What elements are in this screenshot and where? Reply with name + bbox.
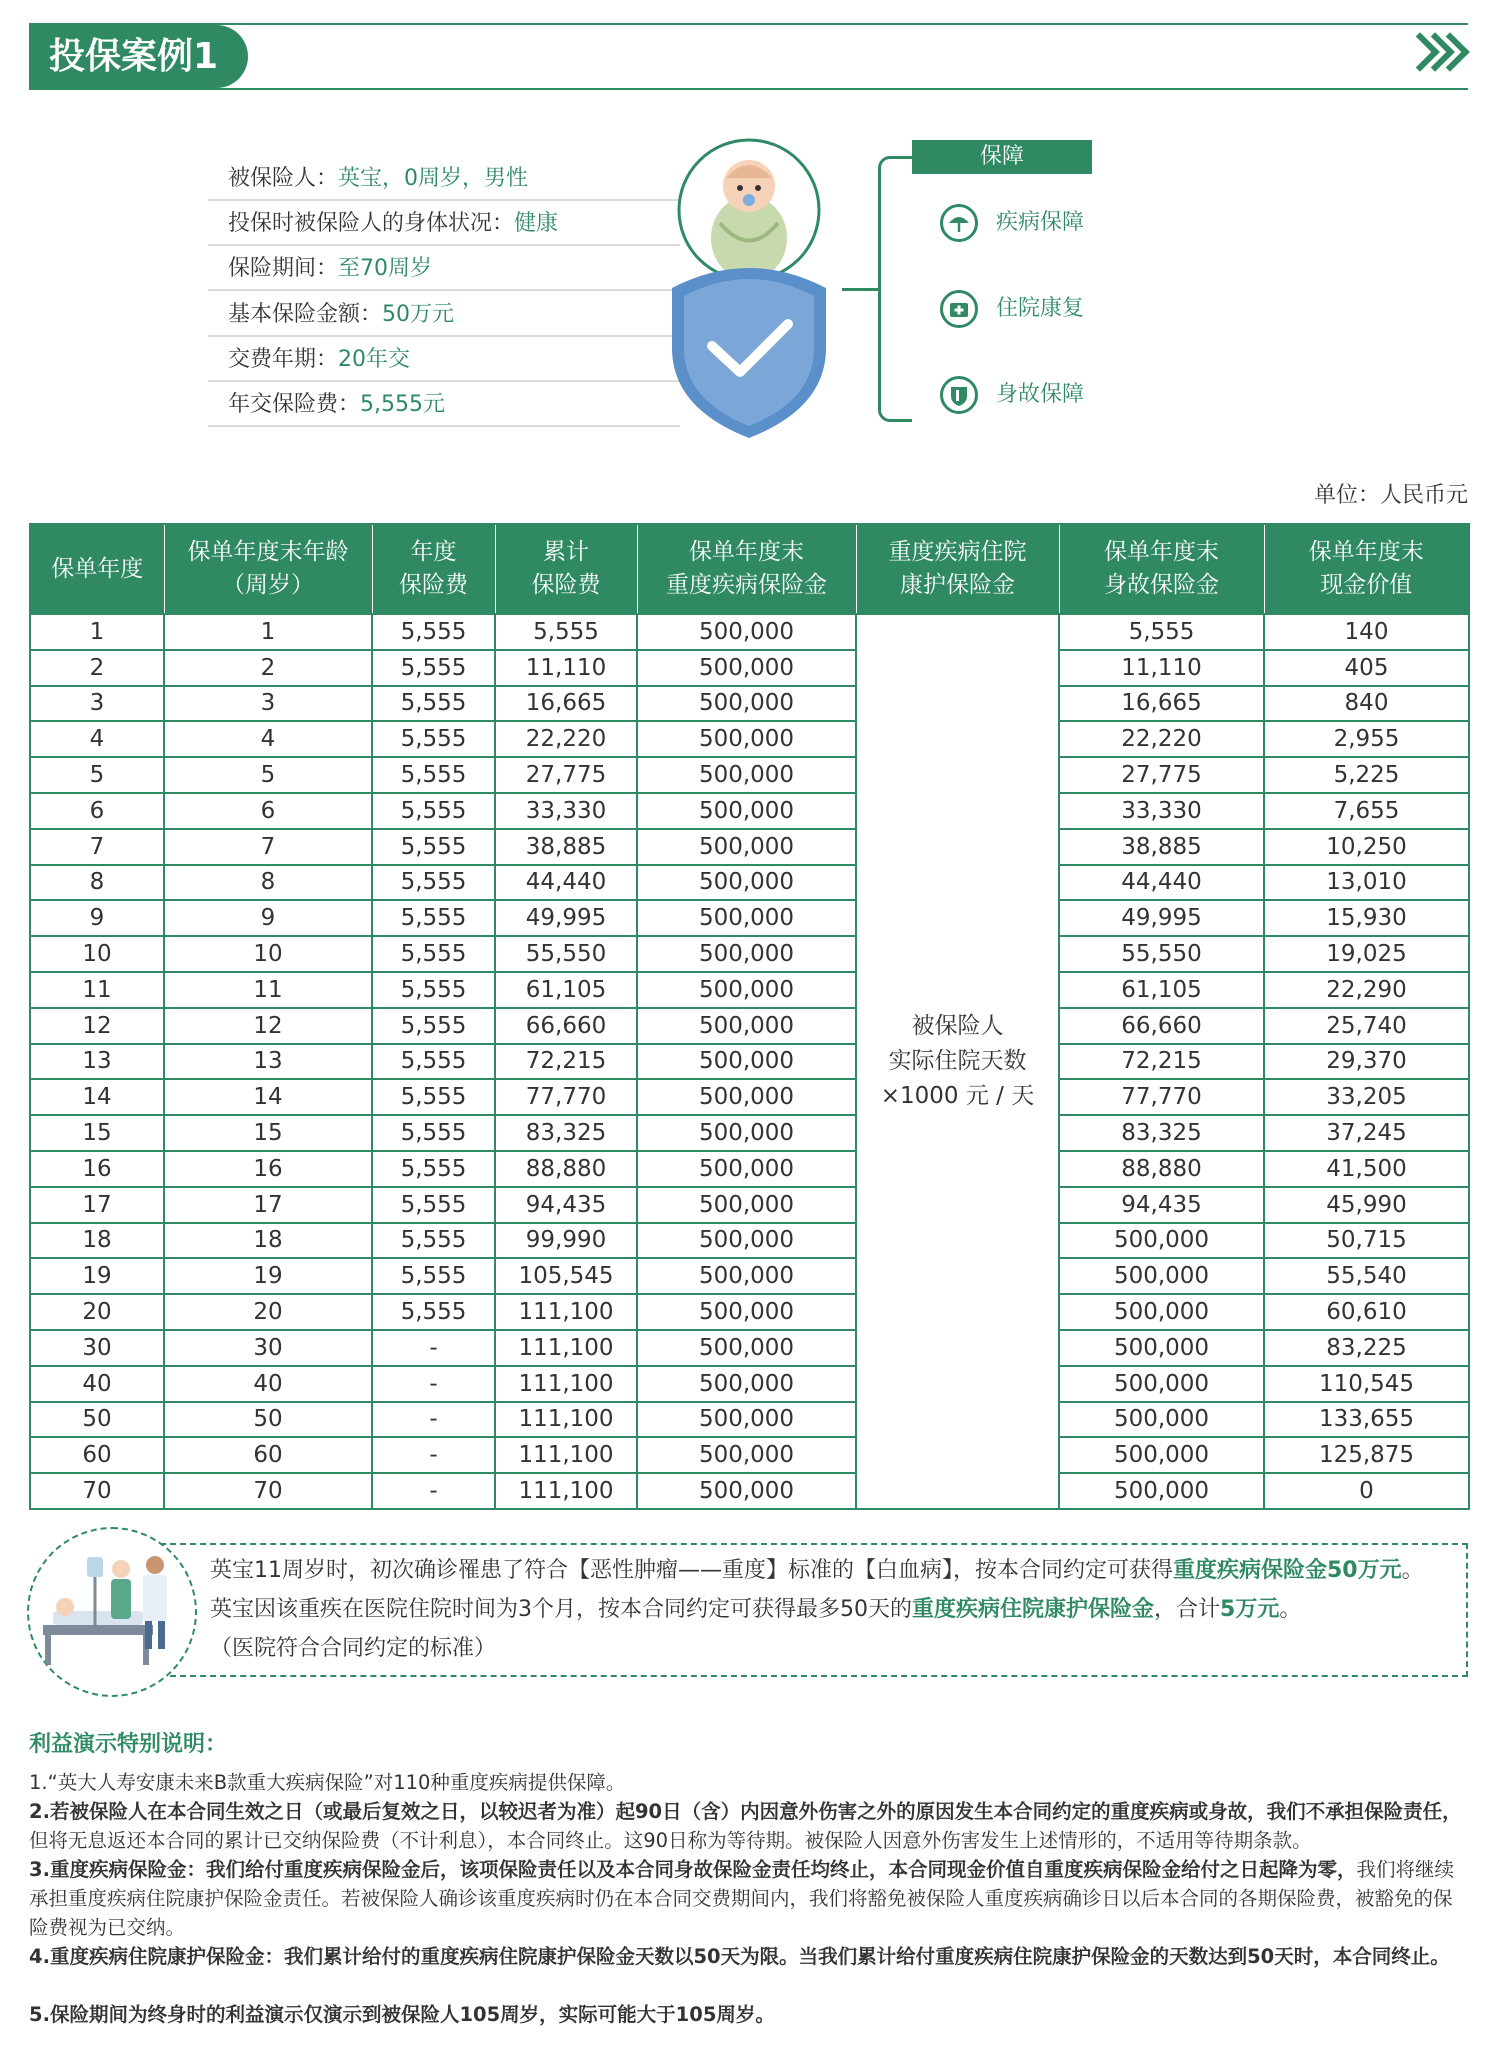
- table-cell: 5: [30, 757, 164, 793]
- table-cell: 49,995: [495, 900, 637, 936]
- table-cell: 7,655: [1264, 793, 1469, 829]
- table-cell: 29,370: [1264, 1044, 1469, 1080]
- table-row: [30, 1437, 1469, 1473]
- table-cell: 38,885: [495, 829, 637, 865]
- table-row: [30, 1294, 1469, 1330]
- shield-icon: [940, 376, 978, 414]
- table-cell: 1: [30, 614, 164, 650]
- guarantee-bracket: [878, 156, 912, 422]
- table-cell: 111,100: [495, 1366, 637, 1402]
- medical-kit-icon: [940, 290, 978, 328]
- column-header: [495, 524, 637, 614]
- table-cell: 50,715: [1264, 1223, 1469, 1259]
- table-cell: 33,205: [1264, 1079, 1469, 1115]
- table-cell: 500,000: [1059, 1366, 1264, 1402]
- table-cell: 55,540: [1264, 1258, 1469, 1294]
- table-cell: 77,770: [1059, 1079, 1264, 1115]
- umbrella-icon: [940, 204, 978, 242]
- info-row: [208, 202, 680, 246]
- table-cell: 500,000: [637, 829, 856, 865]
- table-cell: 20: [30, 1294, 164, 1330]
- table-row: [30, 1151, 1469, 1187]
- table-cell: 7: [30, 829, 164, 865]
- table-cell: 6: [30, 793, 164, 829]
- table-cell: 140: [1264, 614, 1469, 650]
- table-row: [30, 829, 1469, 865]
- table-cell: 500,000: [637, 650, 856, 686]
- column-header-line: 保单年度末: [1308, 539, 1424, 565]
- table-cell: 83,325: [495, 1115, 637, 1151]
- table-cell: 500,000: [1059, 1223, 1264, 1259]
- table-cell: 5,555: [372, 1044, 495, 1080]
- table-cell: 66,660: [495, 1008, 637, 1044]
- table-cell: 2: [164, 650, 372, 686]
- column-header-line: （周岁）: [222, 572, 314, 598]
- note-text: 我们将继续承担重度疾病住院康护保险金责任。若被保险人确诊该重度疾病时仍在本合同交费期间内，我们将豁免被保险人重度疾病确诊日以后本合同的各期保险费，被豁免的保险费视为已交纳。: [29, 1858, 1454, 1939]
- case-text: ，合计: [1154, 1597, 1221, 1622]
- benefit-table: [29, 523, 1470, 1510]
- table-cell: 5,555: [372, 900, 495, 936]
- guarantee-item-disease: [940, 203, 1084, 243]
- table-cell: 500,000: [637, 1115, 856, 1151]
- case-line-1: [210, 1552, 1424, 1590]
- table-cell: 83,325: [1059, 1115, 1264, 1151]
- table-row: [30, 1223, 1469, 1259]
- table-cell: 19: [30, 1258, 164, 1294]
- info-label: 被保险人：: [228, 166, 339, 191]
- info-value: 健康: [514, 211, 559, 236]
- table-cell: 500,000: [637, 1294, 856, 1330]
- table-cell: 500,000: [637, 1044, 856, 1080]
- table-cell: 3: [164, 686, 372, 722]
- guarantee-label: 疾病保障: [996, 210, 1085, 235]
- guarantee-item-death: [940, 375, 1084, 415]
- table-cell: 500,000: [1059, 1294, 1264, 1330]
- table-cell: 500,000: [1059, 1437, 1264, 1473]
- table-row: [30, 757, 1469, 793]
- merged-cell-line: ×1000 元 / 天: [880, 1082, 1035, 1109]
- table-cell: 25,740: [1264, 1008, 1469, 1044]
- column-header-line: 现金价值: [1320, 572, 1413, 598]
- table-cell: 60,610: [1264, 1294, 1469, 1330]
- table-cell: 94,435: [495, 1187, 637, 1223]
- info-value: 50万元: [382, 302, 455, 327]
- info-label: 保险期间：: [228, 256, 339, 281]
- info-row: [208, 293, 680, 337]
- table-cell: 12: [164, 1008, 372, 1044]
- guarantee-title: 保障: [912, 140, 1092, 174]
- table-cell: 9: [164, 900, 372, 936]
- table-cell: 2,955: [1264, 721, 1469, 757]
- table-cell: 19: [164, 1258, 372, 1294]
- table-cell: 27,775: [495, 757, 637, 793]
- table-cell: 5,555: [372, 1294, 495, 1330]
- table-cell: 45,990: [1264, 1187, 1469, 1223]
- info-label: 投保时被保险人的身体状况：: [228, 211, 515, 236]
- table-cell: 500,000: [1059, 1258, 1264, 1294]
- table-cell: 70: [30, 1473, 164, 1509]
- table-cell: 5,555: [1059, 614, 1264, 650]
- table-cell: 500,000: [637, 1223, 856, 1259]
- table-cell: 5,225: [1264, 757, 1469, 793]
- table-cell: 840: [1264, 686, 1469, 722]
- table-cell: 500,000: [637, 1187, 856, 1223]
- table-cell: 16: [30, 1151, 164, 1187]
- table-cell: 40: [164, 1366, 372, 1402]
- baby-shield-illustration: [660, 138, 840, 443]
- case-text: 英宝11周岁时，初次确诊罹患了符合【恶性肿瘤——重度】标准的【白血病】，按本合同约定可获得: [210, 1558, 1173, 1583]
- table-cell: 15,930: [1264, 900, 1469, 936]
- table-cell: 88,880: [495, 1151, 637, 1187]
- table-cell: 77,770: [495, 1079, 637, 1115]
- table-cell: 2: [30, 650, 164, 686]
- table-row: [30, 1044, 1469, 1080]
- table-cell: 500,000: [637, 793, 856, 829]
- table-cell: 50: [30, 1402, 164, 1438]
- guarantee-item-hospital: [940, 289, 1084, 329]
- table-cell: 5,555: [372, 829, 495, 865]
- info-label: 交费年期：: [228, 347, 339, 372]
- table-cell: 16,665: [495, 686, 637, 722]
- column-header: [637, 524, 856, 614]
- table-cell: 5,555: [372, 757, 495, 793]
- info-row: [208, 157, 680, 201]
- table-cell: -: [372, 1402, 495, 1438]
- table-cell: 14: [30, 1079, 164, 1115]
- table-cell: 4: [164, 721, 372, 757]
- table-cell: 55,550: [495, 936, 637, 972]
- table-cell: 0: [1264, 1473, 1469, 1509]
- column-header-line: 保单年度: [51, 555, 144, 582]
- table-cell: 16,665: [1059, 686, 1264, 722]
- table-cell: 22,290: [1264, 972, 1469, 1008]
- table-cell: 405: [1264, 650, 1469, 686]
- table-cell: 18: [30, 1223, 164, 1259]
- table-cell: 111,100: [495, 1294, 637, 1330]
- case-highlight: 5万元: [1220, 1597, 1280, 1622]
- table-row: [30, 1115, 1469, 1151]
- table-cell: 88,880: [1059, 1151, 1264, 1187]
- table-cell: 11: [164, 972, 372, 1008]
- case-highlight: 重度疾病住院康护保险金: [912, 1597, 1155, 1622]
- table-cell: 500,000: [637, 936, 856, 972]
- info-value: 至70周岁: [338, 256, 433, 281]
- table-cell: -: [372, 1437, 495, 1473]
- table-cell: 8: [30, 865, 164, 901]
- table-cell: 17: [164, 1187, 372, 1223]
- table-cell: 5,555: [372, 936, 495, 972]
- table-cell: 22,220: [1059, 721, 1264, 757]
- column-header: [1264, 524, 1469, 614]
- note-3: [29, 1855, 1469, 1942]
- table-cell: 125,875: [1264, 1437, 1469, 1473]
- column-header-line: 累计: [543, 539, 589, 565]
- info-value: 英宝，0周岁，男性: [338, 166, 529, 191]
- notes-title: 利益演示特别说明：: [29, 1732, 228, 1757]
- table-cell: 41,500: [1264, 1151, 1469, 1187]
- table-cell: 5,555: [372, 865, 495, 901]
- table-row: [30, 972, 1469, 1008]
- table-cell: 30: [30, 1330, 164, 1366]
- note-4: 4.重度疾病住院康护保险金：我们累计给付的重度疾病住院康护保险金天数以50天为限。当我们累计给付重度疾病住院康护保险金的天数达到50天时，本合同终止。: [29, 1945, 1450, 1968]
- column-header: [1059, 524, 1264, 614]
- case-highlight: 重度疾病保险金50万元: [1173, 1558, 1402, 1583]
- table-cell: 500,000: [637, 972, 856, 1008]
- column-header-line: 年度: [410, 539, 457, 565]
- table-cell: 5,555: [495, 614, 637, 650]
- note-1: 1.“英大人寿安康未来B款重大疾病保险”对110种重度疾病提供保障。: [29, 1771, 626, 1794]
- table-cell: 20: [164, 1294, 372, 1330]
- merged-cell-line: 实际住院天数: [888, 1047, 1027, 1074]
- table-cell: 44,440: [495, 865, 637, 901]
- table-cell: 10: [30, 936, 164, 972]
- table-row: [30, 1187, 1469, 1223]
- table-cell: 6: [164, 793, 372, 829]
- table-cell: 9: [30, 900, 164, 936]
- hospital-illustration: [27, 1527, 197, 1697]
- table-cell: 500,000: [637, 721, 856, 757]
- table-cell: 500,000: [637, 1473, 856, 1509]
- table-cell: 5,555: [372, 1079, 495, 1115]
- table-cell: 5,555: [372, 650, 495, 686]
- table-cell: 500,000: [1059, 1330, 1264, 1366]
- table-cell: 500,000: [637, 1437, 856, 1473]
- table-cell: 5,555: [372, 1223, 495, 1259]
- table-cell: 500,000: [637, 1402, 856, 1438]
- table-cell: 13: [30, 1044, 164, 1080]
- table-cell: 111,100: [495, 1473, 637, 1509]
- column-header-line: 保险费: [399, 572, 468, 598]
- table-cell: 13,010: [1264, 865, 1469, 901]
- column-header-line: 身故保险金: [1104, 572, 1219, 598]
- table-cell: 500,000: [637, 1366, 856, 1402]
- table-row: [30, 721, 1469, 757]
- table-cell: -: [372, 1366, 495, 1402]
- table-cell: 50: [164, 1402, 372, 1438]
- table-cell: 15: [164, 1115, 372, 1151]
- table-cell: 5,555: [372, 1115, 495, 1151]
- table-cell: 500,000: [637, 614, 856, 650]
- info-row: [208, 247, 680, 291]
- table-cell: 133,655: [1264, 1402, 1469, 1438]
- table-cell: -: [372, 1473, 495, 1509]
- table-cell: 5,555: [372, 1008, 495, 1044]
- table-row: [30, 793, 1469, 829]
- hospital-care-merged-cell: [856, 614, 1059, 1509]
- table-cell: 500,000: [637, 757, 856, 793]
- table-cell: 44,440: [1059, 865, 1264, 901]
- table-cell: 5,555: [372, 972, 495, 1008]
- table-cell: 60: [30, 1437, 164, 1473]
- table-cell: 105,545: [495, 1258, 637, 1294]
- table-cell: 13: [164, 1044, 372, 1080]
- table-row: [30, 1330, 1469, 1366]
- case-text: 。: [1401, 1558, 1424, 1583]
- info-value: 20年交: [338, 347, 411, 372]
- table-cell: 94,435: [1059, 1187, 1264, 1223]
- table-cell: 111,100: [495, 1330, 637, 1366]
- table-cell: 11,110: [495, 650, 637, 686]
- table-cell: 110,545: [1264, 1366, 1469, 1402]
- note-5: 5.保险期间为终身时的利益演示仅演示到被保险人105周岁，实际可能大于105周岁。: [29, 2003, 775, 2026]
- table-cell: 5,555: [372, 1258, 495, 1294]
- column-header: [30, 524, 164, 614]
- column-header: [372, 524, 495, 614]
- case-text: 。: [1279, 1597, 1302, 1622]
- table-cell: 500,000: [637, 865, 856, 901]
- info-row: [208, 383, 680, 427]
- table-row: [30, 1079, 1469, 1115]
- table-cell: 30: [164, 1330, 372, 1366]
- table-row: [30, 865, 1469, 901]
- column-header-line: 重度疾病住院: [888, 539, 1027, 565]
- note-bold: 2.若被保险人在本合同生效之日（或最后复效之日，以较迟者为准）起90日（含）内因意外伤害之外的原因发生本合同约定的重度疾病或身故，我们不承担保险责任，: [29, 1800, 1462, 1823]
- table-cell: 5,555: [372, 721, 495, 757]
- table-cell: 4: [30, 721, 164, 757]
- table-cell: 61,105: [495, 972, 637, 1008]
- info-value: 5,555元: [360, 392, 445, 417]
- table-cell: 500,000: [637, 1330, 856, 1366]
- header-top-rule: [29, 23, 1468, 25]
- page-title: 投保案例1: [29, 25, 248, 88]
- table-cell: 500,000: [637, 1008, 856, 1044]
- column-header: [164, 524, 372, 614]
- table-cell: 5: [164, 757, 372, 793]
- table-cell: 33,330: [495, 793, 637, 829]
- table-cell: 5,555: [372, 1187, 495, 1223]
- table-cell: 72,215: [495, 1044, 637, 1080]
- table-cell: 7: [164, 829, 372, 865]
- bracket-connector: [842, 288, 878, 291]
- note-text: 但将无息返还本合同的累计已交纳保险费（不计利息），本合同终止。这90日称为等待期。被保险人因意外伤害发生上述情形的，不适用等待期条款。: [29, 1829, 1312, 1852]
- table-cell: 17: [30, 1187, 164, 1223]
- table-cell: 14: [164, 1079, 372, 1115]
- table-cell: 500,000: [1059, 1473, 1264, 1509]
- column-header-line: 重度疾病保险金: [666, 572, 827, 598]
- table-row: [30, 614, 1469, 650]
- merged-cell-line: 被保险人: [911, 1012, 1004, 1039]
- table-cell: 49,995: [1059, 900, 1264, 936]
- table-row: [30, 1402, 1469, 1438]
- table-cell: 66,660: [1059, 1008, 1264, 1044]
- column-header-line: 康护保险金: [900, 572, 1015, 598]
- table-cell: 11,110: [1059, 650, 1264, 686]
- guarantee-label: 住院康复: [996, 296, 1085, 321]
- column-header-line: 保险费: [531, 572, 601, 598]
- table-row: [30, 1258, 1469, 1294]
- table-cell: 500,000: [637, 1079, 856, 1115]
- table-cell: 5,555: [372, 793, 495, 829]
- table-cell: 37,245: [1264, 1115, 1469, 1151]
- table-cell: 5,555: [372, 686, 495, 722]
- table-row: [30, 686, 1469, 722]
- table-row: [30, 1473, 1469, 1509]
- table-cell: 5,555: [372, 614, 495, 650]
- info-label: 年交保险费：: [228, 392, 361, 417]
- case-line-3: （医院符合合同约定的标准）: [210, 1636, 497, 1661]
- table-row: [30, 1366, 1469, 1402]
- table-cell: 16: [164, 1151, 372, 1187]
- table-cell: 60: [164, 1437, 372, 1473]
- table-cell: 72,215: [1059, 1044, 1264, 1080]
- column-header: [856, 524, 1059, 614]
- table-cell: 8: [164, 865, 372, 901]
- table-row: [30, 650, 1469, 686]
- info-row: [208, 338, 680, 382]
- table-cell: 55,550: [1059, 936, 1264, 972]
- table-cell: 500,000: [1059, 1402, 1264, 1438]
- table-cell: 500,000: [637, 1258, 856, 1294]
- table-row: [30, 936, 1469, 972]
- table-cell: 61,105: [1059, 972, 1264, 1008]
- table-cell: 19,025: [1264, 936, 1469, 972]
- table-cell: 11: [30, 972, 164, 1008]
- table-cell: 3: [30, 686, 164, 722]
- table-cell: 15: [30, 1115, 164, 1151]
- table-cell: 22,220: [495, 721, 637, 757]
- column-header-line: 保单年度末: [689, 539, 804, 565]
- table-cell: 500,000: [637, 1151, 856, 1187]
- table-cell: 10: [164, 936, 372, 972]
- table-cell: 500,000: [637, 686, 856, 722]
- note-2: [29, 1797, 1469, 1855]
- table-cell: 10,250: [1264, 829, 1469, 865]
- info-label: 基本保险金额：: [228, 302, 383, 327]
- table-cell: 38,885: [1059, 829, 1264, 865]
- case-line-2: [210, 1591, 1301, 1629]
- table-cell: 99,990: [495, 1223, 637, 1259]
- column-header-line: 保单年度末年龄: [187, 539, 349, 565]
- table-cell: 18: [164, 1223, 372, 1259]
- table-cell: 500,000: [637, 900, 856, 936]
- note-bold: 3.重度疾病保险金：我们给付重度疾病保险金后，该项保险责任以及本合同身故保险金责任均终止，本合同现金价值自重度疾病保险金给付之日起降为零，: [29, 1858, 1357, 1881]
- column-header-line: 保单年度末: [1104, 539, 1219, 565]
- table-cell: 111,100: [495, 1402, 637, 1438]
- unit-label: 单位：人民币元: [1313, 483, 1468, 508]
- table-cell: 111,100: [495, 1437, 637, 1473]
- table-cell: 70: [164, 1473, 372, 1509]
- case-text: 英宝因该重疾在医院住院时间为3个月，按本合同约定可获得最多50天的: [210, 1597, 912, 1622]
- table-cell: 5,555: [372, 1151, 495, 1187]
- table-row: [30, 1008, 1469, 1044]
- table-cell: 83,225: [1264, 1330, 1469, 1366]
- table-header-row: [30, 524, 1469, 614]
- table-row: [30, 900, 1469, 936]
- guarantee-label: 身故保障: [996, 382, 1085, 407]
- table-cell: 40: [30, 1366, 164, 1402]
- table-cell: 12: [30, 1008, 164, 1044]
- header-bottom-rule: [29, 88, 1468, 90]
- table-cell: 1: [164, 614, 372, 650]
- table-cell: 27,775: [1059, 757, 1264, 793]
- table-cell: -: [372, 1330, 495, 1366]
- table-cell: 33,330: [1059, 793, 1264, 829]
